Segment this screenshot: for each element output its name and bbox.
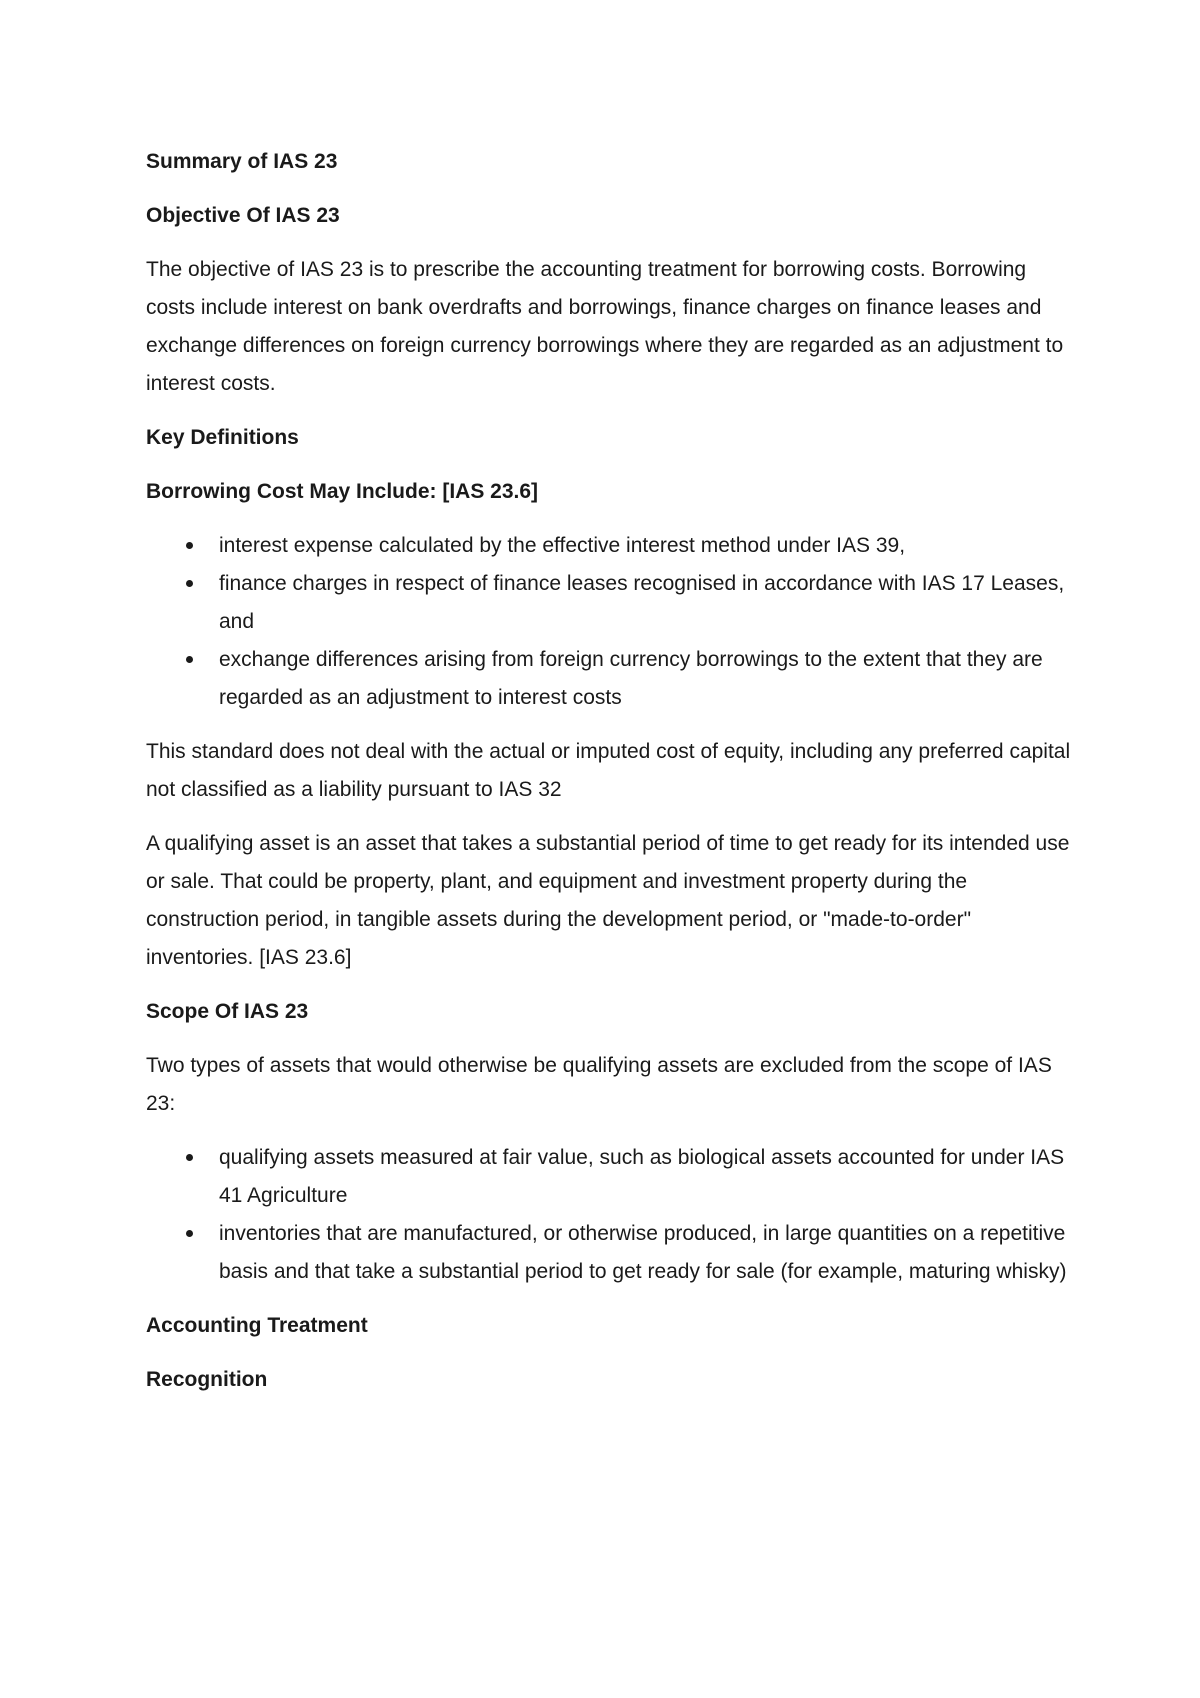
accounting-treatment-heading: Accounting Treatment bbox=[146, 1314, 368, 1337]
qualifying-asset-paragraph: A qualifying asset is an asset that takes a substantial period of time to get ready for its intended use or sale. That could be property, plant, and equipment and investment property during the construction period, in tangible assets during the development period, or "made-to-order" inventories. [IAS 23.6] bbox=[146, 832, 1070, 969]
list-item bbox=[146, 1139, 1076, 1215]
list-item-text: interest expense calculated by the effective interest method under IAS 39, bbox=[219, 534, 906, 557]
list-item-text: exchange differences arising from foreign currency borrowings to the extent that they are regarded as an adjustment to interest costs bbox=[219, 648, 1043, 709]
document-title: Summary of IAS 23 bbox=[146, 150, 338, 173]
list-item-text: finance charges in respect of finance leases recognised in accordance with IAS 17 Leases, and bbox=[219, 572, 1065, 633]
scope-paragraph: Two types of assets that would otherwise be qualifying assets are excluded from the scope of IAS 23: bbox=[146, 1054, 1052, 1115]
list-item bbox=[146, 527, 1076, 565]
recognition-heading: Recognition bbox=[146, 1368, 268, 1391]
list-item bbox=[146, 565, 1076, 641]
list-item-text: inventories that are manufactured, or otherwise produced, in large quantities on a repetitive basis and that take a substantial period to get ready for sale (for example, maturing whisky) bbox=[219, 1222, 1067, 1283]
list-item bbox=[146, 641, 1076, 717]
bullet-icon bbox=[186, 1154, 193, 1161]
bullet-icon bbox=[186, 580, 193, 587]
borrowing-cost-list bbox=[146, 527, 1076, 717]
list-item bbox=[146, 1215, 1076, 1291]
bullet-icon bbox=[186, 542, 193, 549]
document-content bbox=[146, 143, 1076, 1415]
objective-heading: Objective Of IAS 23 bbox=[146, 204, 340, 227]
borrowing-cost-heading: Borrowing Cost May Include: [IAS 23.6] bbox=[146, 480, 539, 503]
equity-paragraph: This standard does not deal with the actual or imputed cost of equity, including any preferred capital not classified as a liability pursuant to IAS 32 bbox=[146, 740, 1071, 801]
bullet-icon bbox=[186, 1230, 193, 1237]
scope-exclusions-list bbox=[146, 1139, 1076, 1291]
key-definitions-heading: Key Definitions bbox=[146, 426, 299, 449]
bullet-icon bbox=[186, 656, 193, 663]
list-item-text: qualifying assets measured at fair value, such as biological assets accounted for under IAS 41 Agriculture bbox=[219, 1146, 1065, 1207]
objective-paragraph: The objective of IAS 23 is to prescribe the accounting treatment for borrowing costs. Borrowing costs include interest on bank overdrafts and borrowings, finance charges on finance leases and exchange differences on foreign currency borrowings where they are regarded as an adjustment to interest costs. bbox=[146, 258, 1064, 395]
scope-heading: Scope Of IAS 23 bbox=[146, 1000, 309, 1023]
